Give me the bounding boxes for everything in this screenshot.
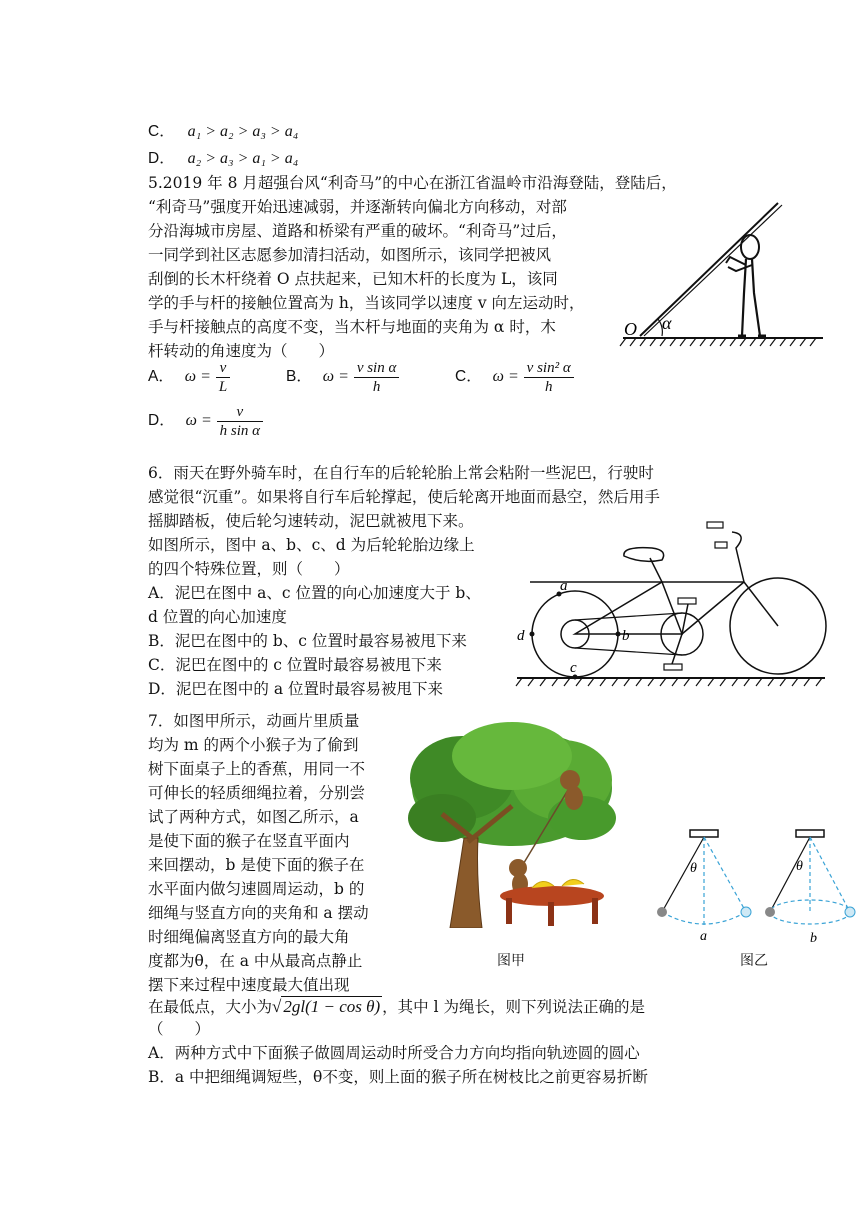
q6-option-a: A．泥巴在图中 a、c 位置的向心加速度大于 b、 (148, 584, 481, 602)
pendulum-b-theta: θ (796, 859, 803, 874)
q5-option-b: B． ω = $\frac{\text{v sin α}}{h}$ (286, 356, 399, 397)
q5-option-a: A． ω = $\frac{v}{L}$ (148, 356, 230, 397)
q5-line: 手与杆接触点的高度不变，当木杆与地面的夹角为 α 时，木 (148, 318, 556, 336)
q6-bicycle-figure (512, 518, 830, 690)
tree-canopy (408, 722, 616, 846)
q6-line: 感觉很“沉重”。如果将自行车后轮撑起，使后轮离开地面而悬空，然后用手 (148, 488, 660, 506)
q7-line: 试了两种方式，如图乙所示，a (148, 808, 359, 826)
q5-line: “利奇马”强度开始迅速减弱，并逐渐转向偏北方向移动，对部 (148, 198, 567, 216)
q7-tree-figure (402, 718, 624, 928)
q7-line: 细绳与竖直方向的夹角和 a 摆动 (148, 904, 369, 922)
q6-point-b-label: b (622, 628, 630, 644)
q6-point-a-label: a (560, 578, 568, 594)
pendulum-b-label: b (810, 931, 817, 946)
q7-line: 来回摆动，b 是使下面的猴子在 (148, 856, 365, 874)
q5-angle-label: α (662, 313, 672, 333)
q5-line: 学的手与杆的接触位置高为 h，当该同学以速度 v 向左运动时， (148, 294, 585, 312)
pendulum-a-theta: θ (690, 861, 697, 876)
q5-line: 刮倒的长木杆绕着 O 点扶起来，已知木杆的长度为 L，该同 (148, 270, 558, 288)
q5-line: 5.2019 年 8 月超强台风“利奇马”的中心在浙江省温岭市沿海登陆，登陆后， (148, 174, 677, 192)
q7-line: 均为 m 的两个小猴子为了偷到 (148, 736, 359, 754)
q6-option-b: B．泥巴在图中的 b、c 位置时最容易被甩下来 (148, 632, 467, 650)
q7-line: 时细绳偏离竖直方向的最大角 (148, 928, 350, 946)
q7-option-b: B．a 中把细绳调短些，θ不变，则上面的猴子所在树枝比之前更容易折断 (148, 1068, 648, 1086)
pendulum-a-label: a (700, 929, 707, 944)
q5-pole-figure (618, 195, 828, 350)
q7-line: 7．如图甲所示，动画片里质量 (148, 712, 360, 730)
q7-line: 度都为θ，在 a 中从最高点静止 (148, 952, 363, 970)
q5-line: 杆转动的角速度为（ ） (148, 342, 335, 360)
q7-line: 是使下面的猴子在竖直平面内 (148, 832, 350, 850)
q4-option-c: C． a₁ > a₂ > a₃ > a₄ (148, 123, 299, 140)
q6-line: 的四个特殊位置，则（ ） (148, 560, 350, 578)
q6-point-d-label: d (517, 628, 525, 644)
q7-option-a: A．两种方式中下面猴子做圆周运动时所受合力方向均指向轨迹圆的圆心 (148, 1044, 640, 1062)
fig-jia-caption: 图甲 (497, 953, 525, 969)
fig-yi-caption: 图乙 (740, 953, 768, 969)
q6-line: 如图所示，图中 a、b、c、d 为后轮轮胎边缘上 (148, 536, 475, 554)
q6-option-a-cont: d 位置的向心加速度 (148, 608, 287, 626)
q5-point-o-label: O (624, 319, 637, 339)
q5-option-d: D． ω = $\frac{v}{\text{h sin α}}$ (148, 400, 263, 441)
q7-pendulum-figure (646, 826, 856, 954)
q6-line: 6．雨天在野外骑车时，在自行车的后轮轮胎上常会粘附一些泥巴，行驶时 (148, 464, 654, 482)
q6-point-c-label: c (570, 660, 577, 676)
q5-line: 一同学到社区志愿参加清扫活动，如图所示，该同学把被风 (148, 246, 552, 264)
q5-option-c: C． ω = $\frac{\text{v sin² α}}{h}$ (455, 356, 574, 397)
q5-line: 分沿海城市房屋、道路和桥梁有严重的破坏。“利奇马”过后， (148, 222, 567, 240)
q7-line: 树下面桌子上的香蕉，用同一不 (148, 760, 366, 778)
q7-blank: （ ） (148, 1020, 211, 1038)
q6-line: 摇脚踏板，使后轮匀速转动，泥巴就被甩下来。 (148, 512, 474, 530)
q7-sqrt-line: 在最低点，大小为√ 2gl(1 − cos θ) ，其中 l 为绳长，则下列说法正确的是 (148, 997, 645, 1016)
q7-line: 摆下来过程中速度最大值出现 (148, 976, 350, 994)
q7-line: 水平面内做匀速圆周运动，b 的 (148, 880, 365, 898)
q6-option-d: D．泥巴在图中的 a 位置时最容易被甩下来 (148, 680, 444, 698)
q4-option-d: D． a₂ > a₃ > a₁ > a₄ (148, 150, 299, 167)
q7-speed-expression: 2gl(1 − cos θ) (283, 997, 381, 1016)
q7-line: 可伸长的轻质细绳拉着，分别尝 (148, 784, 366, 802)
q6-option-c: C．泥巴在图中的 c 位置时最容易被甩下来 (148, 656, 442, 674)
